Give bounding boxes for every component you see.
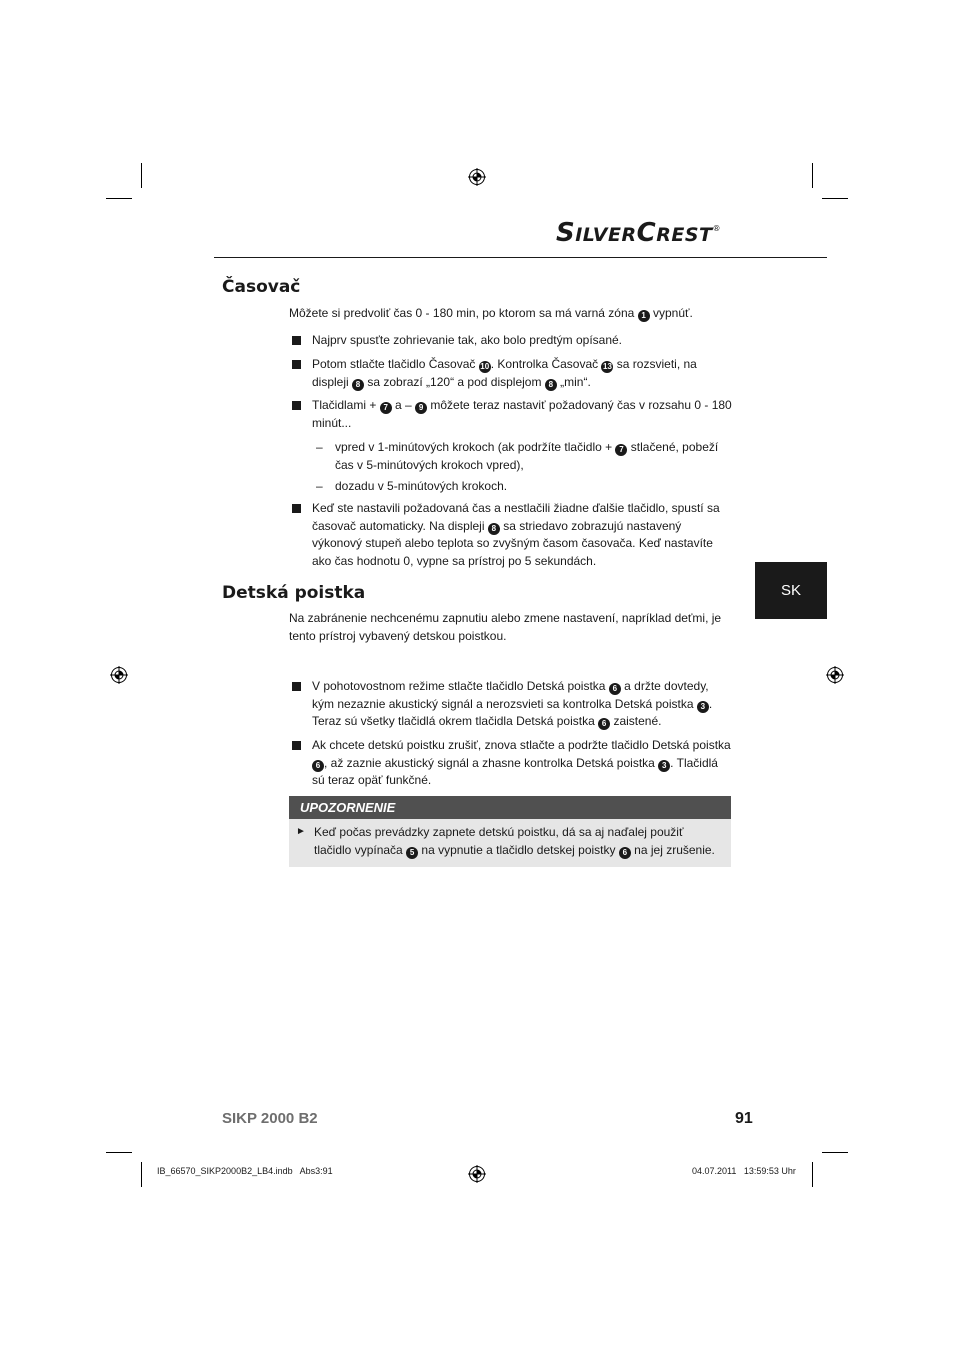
crop-mark: [812, 1162, 813, 1187]
callout-number: 6: [619, 847, 631, 859]
registration-mark-icon: [468, 1165, 486, 1183]
callout-number: 8: [545, 379, 557, 391]
callout-number: 8: [352, 379, 364, 391]
callout-number: 3: [658, 760, 670, 772]
dash-item: – dozadu v 5-minútových krokoch.: [316, 479, 508, 493]
crop-mark: [106, 198, 132, 199]
bullet-square-icon: [292, 336, 301, 345]
crop-mark: [141, 163, 142, 188]
bullet-item: Tlačidlami + 7 a – 9 môžete teraz nastaviť požadovaný čas v rozsahu 0 - 180 minút...: [292, 397, 732, 432]
bullet-item: Keď ste nastavili požadovaná čas a nestlačili žiadne ďalšie tlačidlo, spustí sa časovač automaticky. Na displeji 8 sa striedavo zobrazujú nastavený výkonový stupeň alebo teplota so zvyšným časom časovača. Keď nastavíte ako čas hodnotu 0, vypne sa prístroj po 5 sekundách.: [292, 500, 732, 570]
bullet-item: V pohotovostnom režime stlačte tlačidlo Detská poistka 6 a držte dovtedy, kým nezaznie akustický signál a nerozsvieti sa kontrolka Detská poistka 3 . Teraz sú všetky tlačidlá okrem tlačidla Detská poistka 6 zaistené.: [292, 678, 732, 731]
model-number: SIKP 2000 B2: [222, 1110, 318, 1127]
callout-number: 8: [488, 523, 500, 535]
intro-paragraph: Na zabránenie nechcenému zapnutiu alebo zmene nastavení, napríklad deťmi, je tento prístroj vybavený detskou poistkou.: [289, 611, 722, 643]
dash-item: – vpred v 1-minútových krokoch (ak podržíte tlačidlo + 7 stlačené, pobeží čas v 5-minútových krokoch vpred),: [316, 440, 719, 472]
crop-mark: [106, 1152, 132, 1153]
callout-number: 6: [609, 683, 621, 695]
bullet-item: Ak chcete detskú poistku zrušiť, znova stlačte a podržte tlačidlo Detská poistka 6 , až zaznie akustický signál a zhasne kontrolka Detská poistka 3 . Tlačidlá sú teraz opäť funkčné.: [292, 737, 732, 790]
callout-number: 10: [480, 362, 490, 371]
callout-number: 6: [598, 718, 610, 730]
warning-body: ► Keď počas prevádzky zapnete detskú poistku, dá sa aj naďalej použiť tlačidlo vypínača 5 na vypnutie a tlačidlo detskej poistky 6 na jej zrušenie.: [289, 819, 731, 867]
print-slug-right: 04.07.2011 13:59:53 Uhr: [692, 1166, 796, 1176]
bullet-item: Potom stlačte tlačidlo Časovač 10 . Kontrolka Časovač 13 sa rozsvieti, na displeji 8 sa zobrazí „120“ a pod displejom 8 „min“.: [292, 356, 732, 391]
crop-mark: [822, 198, 848, 199]
bullet-square-icon: [292, 360, 301, 369]
crop-mark: [141, 1162, 142, 1187]
intro-paragraph: Môžete si predvoliť čas 0 - 180 min, po ktorom sa má varná zóna 1 vypnúť.: [289, 306, 693, 320]
registration-mark-icon: [468, 168, 486, 186]
callout-number: 1: [638, 310, 650, 322]
callout-number: 7: [615, 444, 627, 456]
crop-mark: [822, 1152, 848, 1153]
callout-number: 5: [406, 847, 418, 859]
callout-number: 6: [312, 760, 324, 772]
callout-number: 7: [380, 402, 392, 414]
bullet-item: Najprv spusťte zohrievanie tak, ako bolo predtým opísané.: [292, 332, 732, 350]
bullet-square-icon: [292, 741, 301, 750]
language-tab-sk: SK: [755, 562, 827, 619]
callout-number: 9: [415, 402, 427, 414]
header-rule: [214, 257, 827, 258]
print-slug-left: IB_66570_SIKP2000B2_LB4.indb Abs3:91: [157, 1166, 333, 1176]
bullet-square-icon: [292, 504, 301, 513]
crop-mark: [812, 163, 813, 188]
arrow-right-icon: ►: [296, 826, 306, 837]
bullet-square-icon: [292, 682, 301, 691]
registration-mark-icon: [826, 666, 844, 684]
callout-number: 3: [697, 701, 709, 713]
callout-number: 13: [603, 362, 612, 371]
page-number: 91: [735, 1110, 753, 1127]
section-title-detska-poistka: Detská poistka: [222, 583, 366, 603]
bullet-square-icon: [292, 401, 301, 410]
silvercrest-logo: SILVERCREST®: [556, 218, 721, 248]
section-title-casovac: Časovač: [222, 277, 301, 297]
registration-mark-icon: [110, 666, 128, 684]
warning-header: UPOZORNENIE: [289, 796, 731, 819]
